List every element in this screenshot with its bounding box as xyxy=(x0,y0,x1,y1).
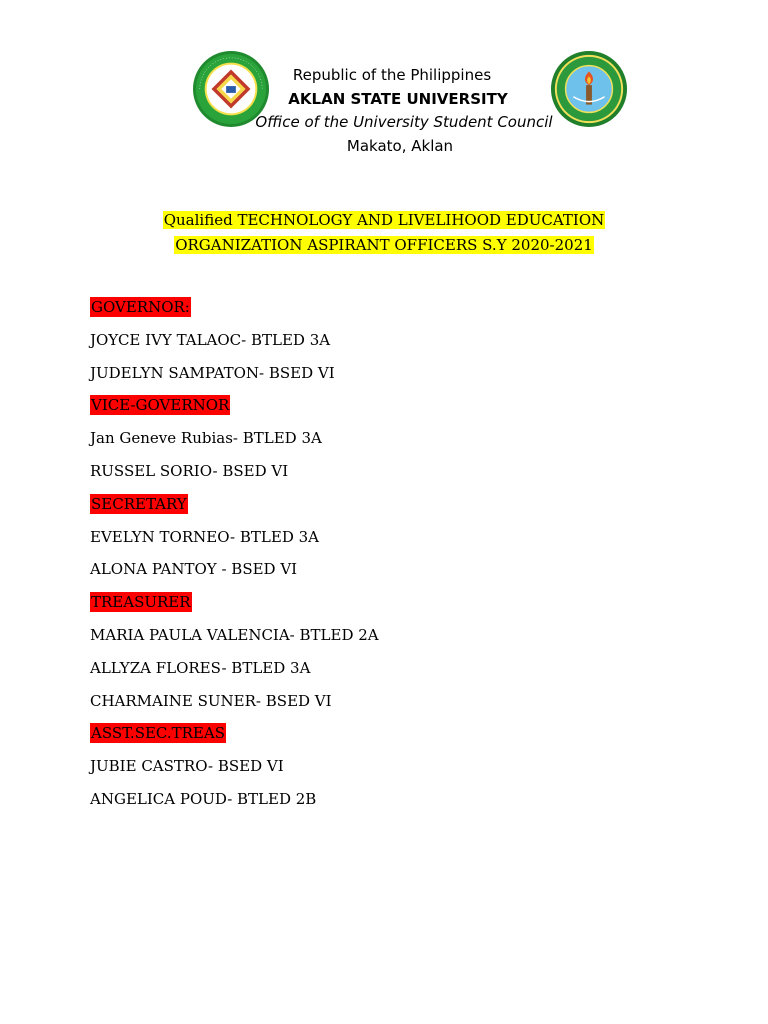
candidate-row xyxy=(90,526,690,559)
candidate-row xyxy=(90,788,690,821)
officer-roster xyxy=(90,296,690,821)
position-row xyxy=(90,493,690,526)
candidate-name: JOYCE IVY TALAOC- BTLED 3A xyxy=(90,330,331,349)
position-label: ASST.SEC.TREAS xyxy=(91,724,225,743)
candidate-row xyxy=(90,427,690,460)
candidate-row xyxy=(90,558,690,591)
candidate-row xyxy=(90,690,690,723)
candidate-row xyxy=(90,460,690,493)
candidate-name: CHARMAINE SUNER- BSED VI xyxy=(90,691,332,710)
position-label: VICE-GOVERNOR xyxy=(91,396,230,415)
title-line-1: Qualified TECHNOLOGY AND LIVELIHOOD EDUCATION xyxy=(163,211,605,229)
candidate-row xyxy=(90,329,690,362)
republic-line: Republic of the Philippines xyxy=(292,66,492,84)
candidate-name: JUDELYN SAMPATON- BSED VI xyxy=(90,363,335,382)
location: Makato, Aklan xyxy=(346,137,454,155)
candidate-row xyxy=(90,657,690,690)
candidate-name: ALONA PANTOY - BSED VI xyxy=(90,560,298,579)
position-row xyxy=(90,591,690,624)
candidate-row xyxy=(90,624,690,657)
office-name: Office of the University Student Council xyxy=(255,113,553,131)
candidate-name: MARIA PAULA VALENCIA- BTLED 2A xyxy=(90,625,379,644)
position-label: TREASURER xyxy=(91,593,191,612)
candidate-name: ALLYZA FLORES- BTLED 3A xyxy=(90,658,311,677)
position-label: SECRETARY xyxy=(91,494,187,513)
candidate-name: EVELYN TORNEO- BTLED 3A xyxy=(90,527,319,546)
position-row xyxy=(90,296,690,329)
university-name: AKLAN STATE UNIVERSITY xyxy=(288,90,508,108)
candidate-row xyxy=(90,755,690,788)
title-line-2: ORGANIZATION ASPIRANT OFFICERS S.Y 2020-2021 xyxy=(175,236,593,254)
candidate-name: JUBIE CASTRO- BSED VI xyxy=(90,757,284,776)
position-row xyxy=(90,722,690,755)
document-title xyxy=(0,208,768,258)
candidate-name: ANGELICA POUD- BTLED 2B xyxy=(90,789,317,808)
candidate-name: Jan Geneve Rubias- BTLED 3A xyxy=(90,429,322,448)
position-row xyxy=(90,394,690,427)
position-label: GOVERNOR: xyxy=(91,298,190,316)
candidate-name: RUSSEL SORIO- BSED VI xyxy=(90,461,289,480)
candidate-row xyxy=(90,362,690,395)
